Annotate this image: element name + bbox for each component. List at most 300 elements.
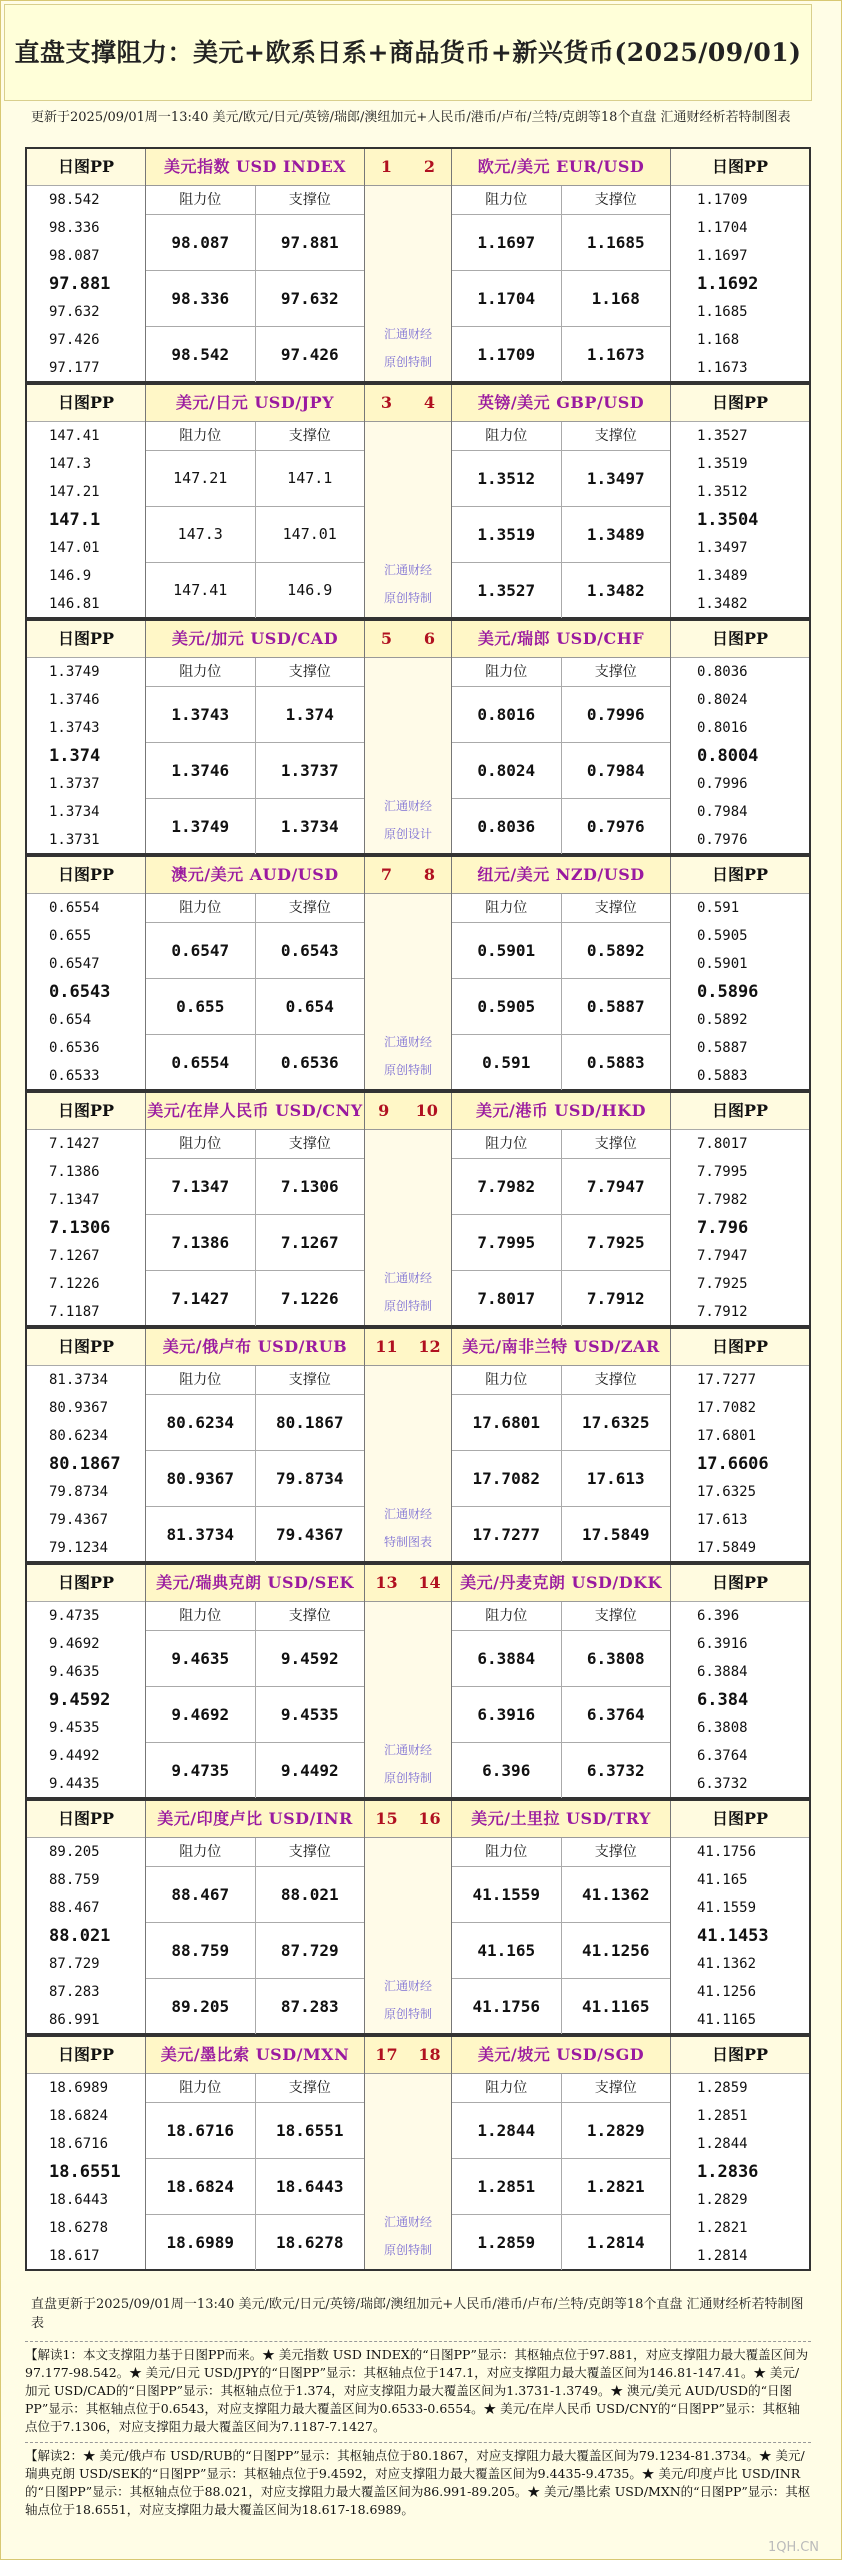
pp-value: 97.426 [49,332,100,348]
table-row [452,1159,670,1215]
pp-value: 1.1673 [697,360,748,376]
resistance-value: 1.1704 [477,289,536,308]
resistance-value: 1.2859 [477,2233,536,2252]
pp-value: 0.7996 [697,776,748,792]
pp-value: 9.4492 [49,1748,100,1764]
pp-value: 147.41 [49,428,100,444]
resistance-value: 17.6801 [472,1413,540,1432]
support-value: 1.1685 [561,215,671,270]
column-headers [146,1130,364,1159]
pair-numbers [365,2037,451,2074]
support-value: 41.1256 [561,1923,671,1978]
pp-value: 17.613 [697,1512,748,1528]
resistance-header: 阻力位 [485,2080,528,2096]
support-value: 1.3737 [255,743,365,798]
pp-header: 日图PP [27,621,145,658]
left-pair-number: 5 [380,629,393,648]
resistance-value: 9.4735 [171,1761,230,1780]
pp-header: 日图PP [671,385,809,422]
resistance-header: 阻力位 [485,664,528,680]
resistance-value: 0.655 [176,997,225,1016]
support-value: 41.1165 [561,1979,671,2034]
pp-value: 1.2814 [697,2248,748,2264]
pp-value: 147.21 [49,484,100,500]
column-headers [452,1602,670,1631]
watermark: 汇通财经 [383,799,432,813]
resistance-value: 147.21 [173,469,228,487]
table-row [146,1631,364,1687]
pivot-value: 7.796 [697,1218,749,1238]
support-value: 7.7925 [561,1215,671,1270]
pp-value: 87.283 [49,1984,100,2000]
pivot-value: 0.8004 [697,746,759,766]
pp-header: 日图PP [27,1093,145,1130]
pair-numbers [365,385,451,422]
pair-name: 美元指数 USD INDEX [146,149,364,186]
pp-value: 18.6716 [49,2136,109,2152]
pp-value: 0.7984 [697,804,748,820]
pivot-value: 18.6551 [49,2162,121,2182]
pp-header: 日图PP [671,1093,809,1130]
support-value: 1.2814 [561,2215,671,2270]
column-headers [452,186,670,215]
pp-value: 79.8734 [49,1484,109,1500]
pivot-value: 6.384 [697,1690,749,1710]
table-row [146,1743,364,1798]
pp-value: 1.1697 [697,248,748,264]
pp-value: 0.8024 [697,692,748,708]
resistance-value: 41.165 [477,1941,536,1960]
resistance-value: 89.205 [171,1997,230,2016]
support-value: 0.6536 [255,1035,365,1090]
pivot-value: 80.1867 [49,1454,121,1474]
right-pp-column [671,1801,809,2033]
support-value: 0.654 [255,979,365,1034]
right-pp-column [671,857,809,1089]
column-headers [146,658,364,687]
resistance-header: 阻力位 [485,1608,528,1624]
pp-value: 6.3808 [697,1720,748,1736]
resistance-value: 41.1559 [472,1885,540,1904]
support-value: 18.6443 [255,2159,365,2214]
watermark: 汇通财经 [383,1035,432,1049]
pp-value: 7.7995 [697,1164,748,1180]
support-value: 6.3764 [561,1687,671,1742]
support-value: 1.374 [255,687,365,742]
pp-value: 1.2851 [697,2108,748,2124]
table-row [452,1035,670,1090]
pair-name: 美元/瑞典克朗 USD/SEK [146,1565,364,1602]
pp-value: 41.1559 [697,1900,757,1916]
pivot-value: 1.1692 [697,274,759,294]
resistance-header: 阻力位 [179,1136,222,1152]
pp-value: 17.5849 [697,1540,757,1556]
pp-value: 41.165 [697,1872,748,1888]
support-value: 18.6551 [255,2103,365,2158]
table-row [452,507,670,563]
pp-value: 1.3746 [49,692,100,708]
right-pp-column [671,1093,809,1325]
support-header: 支撑位 [255,1838,365,1866]
resistance-value: 6.3884 [477,1649,536,1668]
pp-value: 18.6278 [49,2220,109,2236]
pp-value: 7.7947 [697,1248,748,1264]
table-row [146,743,364,799]
support-value: 0.6543 [255,923,365,978]
resistance-value: 0.6554 [171,1053,230,1072]
right-pair-table [451,1801,671,2033]
left-pp-column [27,149,145,381]
pp-value: 1.1704 [697,220,748,236]
pp-value: 6.3732 [697,1776,748,1792]
support-header: 支撑位 [561,422,671,450]
support-value: 0.5887 [561,979,671,1034]
pair-section [25,147,811,383]
resistance-header: 阻力位 [179,1372,222,1388]
support-value: 7.1306 [255,1159,365,1214]
pp-header: 日图PP [27,385,145,422]
left-pp-column [27,857,145,1089]
table-row [452,1507,670,1562]
pp-value: 7.7912 [697,1304,748,1320]
right-pp-column [671,1329,809,1561]
pp-value: 0.6533 [49,1068,100,1084]
pp-value: 17.6801 [697,1428,757,1444]
support-value: 79.4367 [255,1507,365,1562]
support-value: 17.5849 [561,1507,671,1562]
watermark: 汇通财经 [383,327,432,341]
resistance-value: 7.1347 [171,1177,230,1196]
pp-value: 0.591 [697,900,740,916]
support-value: 7.7912 [561,1271,671,1326]
table-row [452,1631,670,1687]
resistance-value: 98.087 [171,233,230,252]
support-header: 支撑位 [561,2074,671,2102]
pp-value: 1.3527 [697,428,748,444]
resistance-value: 7.7995 [477,1233,536,1252]
table-row [146,1979,364,2034]
support-value: 1.168 [561,271,671,326]
right-pair-number: 4 [423,393,436,412]
support-header: 支撑位 [255,186,365,214]
support-value: 147.01 [255,507,365,562]
table-row [146,327,364,382]
pp-header: 日图PP [27,1801,145,1838]
resistance-header: 阻力位 [179,664,222,680]
table-row [146,979,364,1035]
left-pair-number: 13 [375,1573,398,1592]
right-pair-table [451,149,671,381]
watermark: 原创设计 [383,827,432,841]
pp-value: 0.8016 [697,720,748,736]
resistance-value: 80.9367 [166,1469,234,1488]
resistance-header: 阻力位 [485,900,528,916]
watermark: 汇通财经 [383,2215,432,2229]
support-header: 支撑位 [561,1602,671,1630]
pair-section [25,2035,811,2271]
right-pair-table [451,385,671,617]
left-pair-table [145,2037,365,2269]
pair-name: 纽元/美元 NZD/USD [452,857,670,894]
support-value: 1.3489 [561,507,671,562]
resistance-value: 147.41 [173,581,228,599]
support-header: 支撑位 [255,1130,365,1158]
pair-name: 美元/墨比索 USD/MXN [146,2037,364,2074]
table-row [452,1979,670,2034]
table-row [146,1271,364,1326]
resistance-value: 81.3734 [166,1525,234,1544]
pp-value: 87.729 [49,1956,100,1972]
pp-value: 0.655 [49,928,92,944]
pp-value: 7.1187 [49,1304,100,1320]
column-headers [146,1602,364,1631]
pp-header: 日图PP [671,2037,809,2074]
column-headers [452,1130,670,1159]
table-row [452,1743,670,1798]
resistance-value: 1.1697 [477,233,536,252]
left-pp-column [27,2037,145,2269]
support-value: 79.8734 [255,1451,365,1506]
resistance-value: 0.8024 [477,761,536,780]
pair-number-column [365,1093,451,1325]
resistance-value: 7.8017 [477,1289,536,1308]
resistance-value: 98.336 [171,289,230,308]
left-pair-table [145,149,365,381]
table-row [452,563,670,618]
left-pair-number: 17 [375,2045,398,2064]
pp-value: 41.1256 [697,1984,757,2000]
pair-name: 美元/瑞郎 USD/CHF [452,621,670,658]
support-header: 支撑位 [561,1838,671,1866]
pp-header: 日图PP [27,1565,145,1602]
column-headers [452,2074,670,2103]
support-value: 0.7976 [561,799,671,854]
resistance-header: 阻力位 [485,192,528,208]
right-pair-table [451,1329,671,1561]
support-header: 支撑位 [255,658,365,686]
table-row [146,1035,364,1090]
pp-header: 日图PP [27,857,145,894]
watermark: 原创特制 [383,2007,432,2021]
pivot-value: 41.1453 [697,1926,769,1946]
pp-value: 146.9 [49,568,92,584]
column-headers [452,894,670,923]
support-value: 1.1673 [561,327,671,382]
left-pp-column [27,621,145,853]
left-pp-column [27,1093,145,1325]
support-header: 支撑位 [561,186,671,214]
resistance-header: 阻力位 [485,428,528,444]
pp-header: 日图PP [671,1329,809,1366]
pp-value: 98.542 [49,192,100,208]
resistance-value: 1.3519 [477,525,536,544]
pp-value: 79.4367 [49,1512,109,1528]
pair-numbers [365,621,451,658]
table-row [146,563,364,618]
right-pair-number: 16 [418,1809,441,1828]
pair-name: 英镑/美元 GBP/USD [452,385,670,422]
support-header: 支撑位 [561,894,671,922]
watermark: 汇通财经 [383,1507,432,1521]
support-value: 1.3734 [255,799,365,854]
support-value: 17.6325 [561,1395,671,1450]
pair-name: 欧元/美元 EUR/USD [452,149,670,186]
support-header: 支撑位 [255,2074,365,2102]
pair-name: 美元/印度卢比 USD/INR [146,1801,364,1838]
pair-numbers [365,149,451,186]
watermark: 特制图表 [383,1535,432,1549]
resistance-value: 7.1386 [171,1233,230,1252]
resistance-header: 阻力位 [485,1136,528,1152]
resistance-value: 1.3527 [477,581,536,600]
right-pp-column [671,149,809,381]
resistance-value: 18.6989 [166,2233,234,2252]
pair-section [25,1799,811,2035]
table-row [146,1159,364,1215]
table-row [146,271,364,327]
support-value: 18.6278 [255,2215,365,2270]
left-pair-table [145,385,365,617]
resistance-value: 1.3749 [171,817,230,836]
pair-number-column [365,2037,451,2269]
pp-value: 0.5892 [697,1012,748,1028]
resistance-header: 阻力位 [485,1372,528,1388]
pp-value: 0.5901 [697,956,748,972]
table-row [452,271,670,327]
resistance-value: 17.7082 [472,1469,540,1488]
table-row [452,2215,670,2270]
pp-header: 日图PP [671,149,809,186]
column-headers [452,422,670,451]
pivot-value: 0.5896 [697,982,759,1002]
support-header: 支撑位 [561,1366,671,1394]
column-headers [146,894,364,923]
table-row [146,2215,364,2270]
left-pair-table [145,857,365,1089]
pair-name: 美元/土里拉 USD/TRY [452,1801,670,1838]
pp-value: 1.2829 [697,2192,748,2208]
resistance-value: 98.542 [171,345,230,364]
right-pp-column [671,621,809,853]
pair-section [25,1091,811,1327]
support-value: 87.729 [255,1923,365,1978]
table-row [146,2159,364,2215]
left-pair-table [145,1565,365,1797]
table-row [452,687,670,743]
watermark: 原创特制 [383,2243,432,2257]
right-pair-number: 10 [415,1101,438,1120]
pp-value: 1.3512 [697,484,748,500]
pp-value: 7.7925 [697,1276,748,1292]
pp-value: 1.3749 [49,664,100,680]
right-pair-table [451,1093,671,1325]
column-headers [452,1366,670,1395]
resistance-value: 7.7982 [477,1177,536,1196]
pp-value: 147.01 [49,540,100,556]
support-value: 87.283 [255,1979,365,2034]
footer-update: 直盘更新于2025/09/01周一13:40 美元/欧元/日元/英镑/瑞郎/澳纽加元+人民币/港币/卢布/兰特/克朗等18个直盘 汇通财经析若特制图表 [31,2297,804,2331]
pivot-value: 7.1306 [49,1218,111,1238]
pp-header: 日图PP [671,1565,809,1602]
pp-value: 41.1362 [697,1956,757,1972]
left-pair-number: 11 [375,1337,398,1356]
pp-value: 6.3916 [697,1636,748,1652]
table-row [146,1923,364,1979]
support-value: 97.426 [255,327,365,382]
pp-value: 18.6443 [49,2192,109,2208]
left-pair-table [145,1801,365,2033]
resistance-value: 0.8036 [477,817,536,836]
pp-value: 41.1165 [697,2012,757,2028]
pp-value: 1.1709 [697,192,748,208]
right-pair-table [451,857,671,1089]
pp-value: 98.336 [49,220,100,236]
resistance-value: 17.7277 [472,1525,540,1544]
pp-value: 98.087 [49,248,100,264]
support-value: 7.1226 [255,1271,365,1326]
resistance-value: 6.396 [482,1761,531,1780]
pp-value: 0.6547 [49,956,100,972]
table-row [452,1687,670,1743]
left-pp-column [27,1801,145,2033]
pair-section [25,855,811,1091]
table-row [452,327,670,382]
table-row [452,1867,670,1923]
watermark: 汇通财经 [383,1979,432,1993]
resistance-value: 1.3743 [171,705,230,724]
support-header: 支撑位 [561,1130,671,1158]
resistance-value: 88.467 [171,1885,230,1904]
right-pair-number: 14 [418,1573,441,1592]
table-row [146,923,364,979]
table-row [452,979,670,1035]
table-row [452,451,670,507]
table-row [146,1451,364,1507]
pair-number-column [365,1329,451,1561]
pp-value: 18.617 [49,2248,100,2264]
pivot-value: 88.021 [49,1926,111,1946]
pp-value: 0.6554 [49,900,100,916]
pp-value: 7.7982 [697,1192,748,1208]
pp-value: 1.3743 [49,720,100,736]
pp-value: 7.1226 [49,1276,100,1292]
resistance-value: 1.3512 [477,469,536,488]
pp-value: 0.7976 [697,832,748,848]
support-header: 支撑位 [255,422,365,450]
watermark: 原创特制 [383,591,432,605]
pp-value: 89.205 [49,1844,100,1860]
pp-value: 80.9367 [49,1400,109,1416]
pivot-value: 9.4592 [49,1690,111,1710]
support-header: 支撑位 [561,658,671,686]
table-row [146,451,364,507]
resistance-value: 0.5901 [477,941,536,960]
resistance-value: 147.3 [177,525,223,543]
resistance-value: 0.591 [482,1053,531,1072]
pp-value: 9.4535 [49,1720,100,1736]
pp-header: 日图PP [27,2037,145,2074]
table-row [146,687,364,743]
support-value: 9.4592 [255,1631,365,1686]
table-row [146,1395,364,1451]
pp-value: 1.2859 [697,2080,748,2096]
table-row [452,1451,670,1507]
right-pair-table [451,1565,671,1797]
support-value: 41.1362 [561,1867,671,1922]
table-row [146,215,364,271]
table-row [146,2103,364,2159]
pp-value: 79.1234 [49,1540,109,1556]
